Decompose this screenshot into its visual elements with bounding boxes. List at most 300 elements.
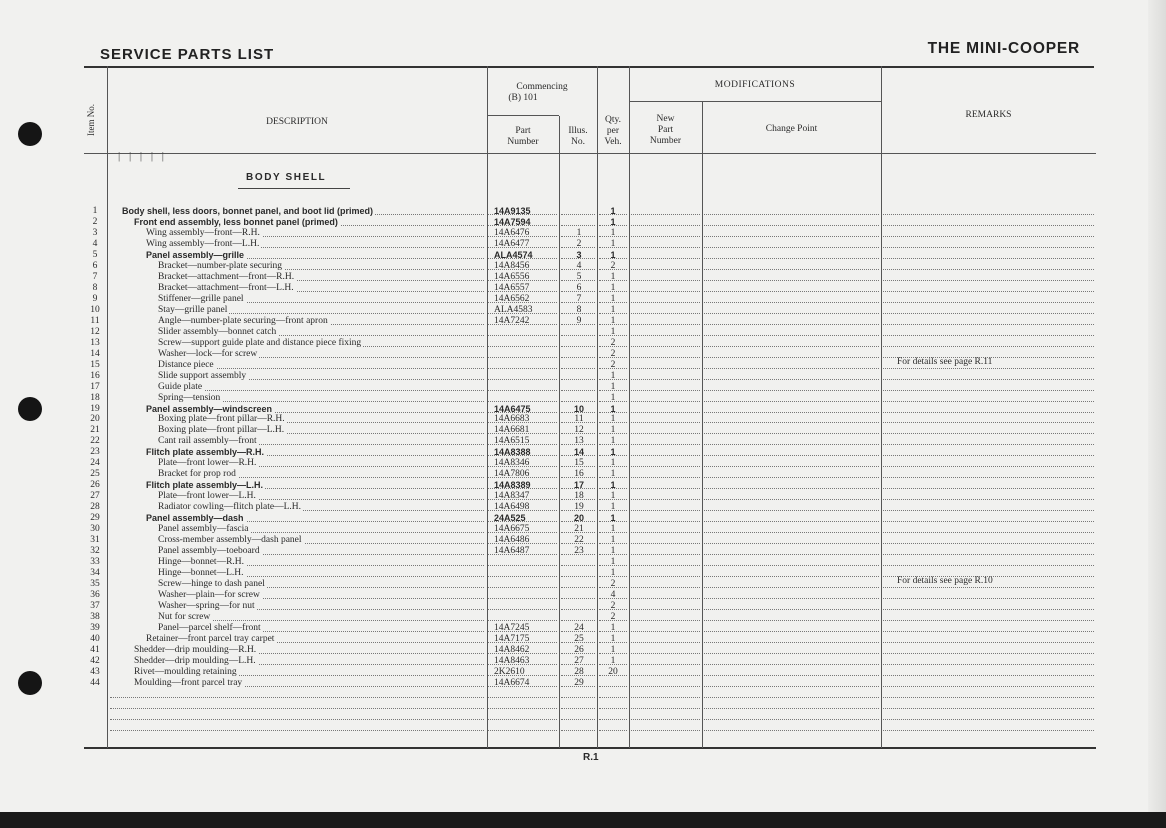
part-number: ALA4583 bbox=[494, 304, 533, 315]
blank-row bbox=[0, 689, 1166, 700]
ruling-line bbox=[631, 425, 700, 434]
ruling-line bbox=[704, 447, 879, 456]
quantity: 1 bbox=[610, 524, 616, 535]
quantity: 1 bbox=[610, 622, 616, 633]
part-description: Flitch plate assembly—L.H. bbox=[146, 480, 264, 491]
ruling-line bbox=[883, 689, 1094, 698]
description-cell bbox=[158, 469, 238, 480]
ruling-line bbox=[631, 436, 700, 445]
quantity: 1 bbox=[610, 447, 616, 458]
item-number: 26 bbox=[90, 480, 100, 491]
quantity: 1 bbox=[610, 633, 616, 644]
quantity: 1 bbox=[610, 403, 616, 414]
part-number: 14A6486 bbox=[494, 535, 530, 546]
ruling-line bbox=[631, 612, 700, 621]
ruling-line bbox=[561, 360, 595, 369]
part-number: 14A8389 bbox=[494, 480, 531, 491]
ruling-line bbox=[704, 535, 879, 544]
table-row bbox=[0, 656, 1166, 667]
description-cell bbox=[134, 645, 258, 656]
ruling-line bbox=[561, 349, 595, 358]
part-number: 14A6498 bbox=[494, 502, 530, 513]
item-number: 33 bbox=[90, 557, 100, 567]
item-number: 2 bbox=[92, 217, 98, 227]
remark-text: For details see page R.10 bbox=[897, 576, 993, 586]
ruling-line bbox=[561, 722, 595, 731]
table-row bbox=[0, 261, 1166, 272]
illus-number: 7 bbox=[576, 293, 582, 304]
description-cell bbox=[158, 436, 259, 447]
ruling-line bbox=[488, 360, 557, 369]
ruling-line bbox=[631, 623, 700, 632]
part-description: Distance piece bbox=[158, 359, 214, 370]
table-row bbox=[0, 535, 1166, 546]
ruling-line bbox=[883, 601, 1094, 610]
item-number: 42 bbox=[90, 655, 100, 666]
part-description: Bracket—attachment—front—R.H. bbox=[158, 271, 295, 282]
ruling-line bbox=[561, 557, 595, 566]
item-number: 14 bbox=[90, 348, 100, 359]
quantity: 1 bbox=[610, 249, 616, 260]
table-row bbox=[0, 678, 1166, 689]
ruling-line bbox=[704, 623, 879, 632]
part-description: Panel assembly—dash bbox=[146, 513, 244, 524]
description-cell bbox=[158, 261, 284, 272]
part-number: 14A7594 bbox=[494, 217, 531, 227]
ruling-line bbox=[631, 579, 700, 588]
part-number: 14A8347 bbox=[494, 491, 530, 502]
illus-number: 11 bbox=[574, 414, 584, 425]
ruling-line bbox=[883, 590, 1094, 599]
ruling-line bbox=[704, 678, 879, 687]
part-description: Flitch plate assembly—R.H. bbox=[146, 447, 265, 458]
table-row bbox=[0, 634, 1166, 645]
part-number: 14A8388 bbox=[494, 447, 531, 458]
part-description: Moulding—front parcel tray bbox=[134, 677, 243, 688]
part-description: Bracket for prop rod bbox=[158, 469, 236, 480]
item-number: 39 bbox=[90, 622, 100, 633]
part-description: Retainer—front parcel tray carpet bbox=[146, 633, 275, 644]
ruling-line bbox=[631, 689, 700, 698]
illus-number: 26 bbox=[574, 644, 584, 655]
illus-number: 13 bbox=[574, 436, 584, 447]
vehicle-title: THE MINI-COOPER bbox=[927, 40, 1080, 57]
ruling-line bbox=[561, 590, 595, 599]
quantity: 1 bbox=[610, 238, 616, 249]
illus-number: 24 bbox=[574, 622, 584, 633]
ruling-line bbox=[599, 700, 627, 709]
part-description: Cant rail assembly—front bbox=[158, 436, 257, 447]
ruling-line bbox=[599, 722, 627, 731]
qty-header: per bbox=[606, 126, 620, 136]
quantity: 1 bbox=[610, 502, 616, 513]
ruling-line bbox=[704, 458, 879, 467]
description-cell bbox=[158, 316, 330, 327]
item-number: 24 bbox=[90, 458, 100, 469]
part-number: 14A8346 bbox=[494, 458, 530, 469]
ruling-line bbox=[704, 634, 879, 643]
description-cell bbox=[158, 425, 286, 436]
ruling-line bbox=[883, 623, 1094, 632]
ruling-line bbox=[883, 283, 1094, 292]
table-row bbox=[0, 382, 1166, 393]
item-number: 5 bbox=[92, 249, 98, 260]
ruling-line bbox=[883, 634, 1094, 643]
table-row bbox=[0, 425, 1166, 436]
ruling-line bbox=[561, 711, 595, 720]
illus-number: 12 bbox=[574, 425, 584, 436]
table-row bbox=[0, 623, 1166, 634]
ruling-line bbox=[488, 393, 557, 402]
part-number: 14A7175 bbox=[494, 633, 530, 644]
table-row bbox=[0, 283, 1166, 294]
ruling-line bbox=[883, 217, 1094, 226]
ruling-line bbox=[561, 612, 595, 621]
page-number: R.1 bbox=[583, 752, 599, 763]
illus-number: 28 bbox=[574, 666, 584, 677]
table-row bbox=[0, 272, 1166, 283]
ruling-line bbox=[883, 447, 1094, 456]
ruling-line bbox=[883, 250, 1094, 259]
ruling-line bbox=[631, 546, 700, 555]
ruling-line bbox=[704, 568, 879, 577]
illus-number: 3 bbox=[576, 249, 582, 260]
quantity: 2 bbox=[610, 260, 616, 271]
illus-number: 8 bbox=[576, 304, 582, 315]
quantity: 1 bbox=[610, 381, 616, 392]
item-no-header: Item No. bbox=[86, 104, 96, 136]
item-number: 25 bbox=[90, 469, 100, 480]
item-number: 36 bbox=[90, 590, 100, 600]
ruling-line bbox=[704, 502, 879, 511]
illus-number: 14 bbox=[573, 447, 584, 458]
item-number: 19 bbox=[90, 403, 100, 414]
ruling-line bbox=[704, 601, 879, 610]
ruling-line bbox=[631, 458, 700, 467]
ruling-line bbox=[883, 645, 1094, 654]
description-cell bbox=[158, 535, 304, 546]
ruling-line bbox=[561, 700, 595, 709]
ruling-line bbox=[704, 513, 879, 522]
part-number: 14A6675 bbox=[494, 524, 530, 535]
item-number: 18 bbox=[90, 392, 100, 403]
ruling-line bbox=[883, 414, 1094, 423]
ruling-line bbox=[883, 700, 1094, 709]
part-number: 24A525 bbox=[494, 513, 526, 524]
ruling-line bbox=[704, 524, 879, 533]
part-number: 14A6681 bbox=[494, 425, 530, 436]
illus-number: 20 bbox=[573, 513, 584, 524]
ruling-line bbox=[704, 404, 879, 413]
ruling-line bbox=[488, 601, 557, 610]
blank-row bbox=[0, 700, 1166, 711]
ruling-line bbox=[704, 590, 879, 599]
ruling-line bbox=[704, 393, 879, 402]
part-number: 14A6674 bbox=[494, 677, 530, 688]
table-row bbox=[0, 228, 1166, 239]
ruling-line bbox=[488, 612, 557, 621]
item-number: 41 bbox=[90, 644, 100, 655]
part-description: Cross-member assembly—dash panel bbox=[158, 535, 302, 546]
item-number: 16 bbox=[90, 370, 100, 381]
document-title: SERVICE PARTS LIST bbox=[100, 46, 275, 63]
table-row bbox=[0, 414, 1166, 425]
ruling-line bbox=[488, 579, 557, 588]
ruling-line bbox=[631, 371, 700, 380]
ruling-line bbox=[110, 711, 484, 720]
ruling-line bbox=[883, 524, 1094, 533]
table-row bbox=[0, 338, 1166, 349]
ruling-line bbox=[599, 678, 627, 687]
ruling-line bbox=[599, 711, 627, 720]
ruling-line bbox=[631, 535, 700, 544]
table-row bbox=[0, 524, 1166, 535]
part-description: Shedder—drip moulding—L.H. bbox=[134, 655, 256, 666]
part-description: Stay—grille panel bbox=[158, 304, 228, 315]
ruling-line bbox=[631, 272, 700, 281]
ruling-line bbox=[488, 382, 557, 391]
commencing-sub-header: (B) 101 bbox=[508, 93, 538, 103]
ruling-line bbox=[883, 261, 1094, 270]
item-number: 20 bbox=[90, 414, 100, 425]
ruling-line bbox=[883, 612, 1094, 621]
new-part-header: Part bbox=[657, 125, 674, 135]
ruling-line bbox=[704, 239, 879, 248]
ruling-line bbox=[883, 722, 1094, 731]
ruling-line bbox=[704, 656, 879, 665]
description-cell bbox=[158, 601, 257, 612]
quantity: 1 bbox=[610, 535, 616, 546]
ruling-line bbox=[704, 261, 879, 270]
ruling-line bbox=[883, 546, 1094, 555]
ruling-line bbox=[110, 700, 484, 709]
ruling-line bbox=[631, 711, 700, 720]
ruling-line bbox=[883, 393, 1094, 402]
part-description: Wing assembly—front—L.H. bbox=[146, 238, 260, 249]
ruling-line bbox=[631, 700, 700, 709]
ruling-line bbox=[704, 711, 879, 720]
description-cell bbox=[158, 272, 296, 283]
part-description: Hinge—bonnet—R.H. bbox=[158, 557, 245, 567]
part-description: Body shell, less doors, bonnet panel, and boot lid (primed) bbox=[122, 206, 374, 216]
section-ticks: | | | | | bbox=[118, 150, 168, 162]
quantity: 1 bbox=[610, 513, 616, 524]
section-title: BODY SHELL bbox=[246, 172, 327, 183]
ruling-line bbox=[631, 513, 700, 522]
ruling-line bbox=[883, 294, 1094, 303]
ruling-line bbox=[704, 689, 879, 698]
quantity: 2 bbox=[610, 600, 616, 611]
table-row bbox=[0, 491, 1166, 502]
table-row bbox=[0, 546, 1166, 557]
part-description: Stiffener—grille panel bbox=[158, 293, 244, 304]
part-description: Boxing plate—front pillar—R.H. bbox=[158, 414, 285, 425]
ruling-line bbox=[561, 327, 595, 336]
description-cell bbox=[158, 458, 258, 469]
ruling-line bbox=[631, 414, 700, 423]
ruling-line bbox=[561, 338, 595, 347]
table-row bbox=[0, 645, 1166, 656]
item-number: 28 bbox=[90, 502, 100, 513]
ruling-line bbox=[631, 469, 700, 478]
part-description: Boxing plate—front pillar—L.H. bbox=[158, 425, 285, 436]
illus-number: 27 bbox=[574, 655, 584, 666]
commencing-header: Commencing bbox=[516, 82, 568, 92]
ruling-line bbox=[631, 382, 700, 391]
part-description: Hinge—bonnet—L.H. bbox=[158, 568, 244, 578]
part-number: ALA4574 bbox=[494, 249, 533, 260]
quantity: 1 bbox=[610, 315, 616, 326]
illus-number: 16 bbox=[574, 469, 584, 480]
quantity: 1 bbox=[610, 217, 616, 227]
part-description: Slide support assembly bbox=[158, 370, 247, 381]
item-number: 29 bbox=[90, 513, 100, 524]
ruling-line bbox=[561, 579, 595, 588]
ruling-line bbox=[561, 689, 595, 698]
quantity: 1 bbox=[610, 304, 616, 315]
part-description: Angle—number-plate securing—front apron bbox=[158, 315, 328, 326]
description-header: DESCRIPTION bbox=[266, 117, 328, 127]
ruling-line bbox=[561, 206, 595, 215]
item-number: 40 bbox=[90, 633, 100, 644]
ruling-line bbox=[883, 371, 1094, 380]
part-description: Panel assembly—fascia bbox=[158, 524, 249, 535]
item-number: 34 bbox=[90, 568, 100, 578]
ruling-line bbox=[631, 283, 700, 292]
ruling-line bbox=[704, 305, 879, 314]
ruling-line bbox=[631, 667, 700, 676]
table-row bbox=[0, 469, 1166, 480]
part-number: 14A9135 bbox=[494, 206, 531, 216]
ruling-line bbox=[883, 458, 1094, 467]
quantity: 1 bbox=[610, 546, 616, 557]
description-cell bbox=[158, 294, 246, 305]
ruling-line bbox=[599, 689, 627, 698]
description-cell bbox=[158, 305, 229, 316]
table-row bbox=[0, 327, 1166, 338]
table-row bbox=[0, 294, 1166, 305]
part-description: Washer—plain—for screw bbox=[158, 590, 260, 600]
ruling-line bbox=[704, 206, 879, 215]
part-description: Slider assembly—bonnet catch bbox=[158, 326, 277, 337]
ruling-line bbox=[631, 656, 700, 665]
quantity: 1 bbox=[610, 491, 616, 502]
ruling-line bbox=[704, 327, 879, 336]
part-description: Screw—hinge to dash panel bbox=[158, 579, 265, 589]
illus-number: 9 bbox=[576, 315, 582, 326]
ruling-line bbox=[883, 305, 1094, 314]
illus-number: 25 bbox=[574, 633, 584, 644]
ruling-line bbox=[704, 349, 879, 358]
ruling-line bbox=[704, 228, 879, 237]
part-number: 14A6683 bbox=[494, 414, 530, 425]
quantity: 4 bbox=[610, 590, 616, 600]
description-cell bbox=[158, 590, 262, 601]
ruling-line bbox=[704, 480, 879, 489]
quantity: 1 bbox=[610, 480, 616, 491]
illus-number: 10 bbox=[573, 403, 584, 414]
ruling-line bbox=[704, 612, 879, 621]
table-row bbox=[0, 316, 1166, 327]
table-row bbox=[0, 239, 1166, 250]
part-description: Panel assembly—windscreen bbox=[146, 403, 273, 414]
table-row bbox=[0, 447, 1166, 458]
quantity: 1 bbox=[610, 206, 616, 216]
description-cell bbox=[134, 678, 244, 689]
ruling-line bbox=[631, 645, 700, 654]
ruling-line bbox=[883, 327, 1094, 336]
part-number: 14A7242 bbox=[494, 315, 530, 326]
ruling-line bbox=[631, 305, 700, 314]
ruling-line bbox=[704, 338, 879, 347]
illus-number: 19 bbox=[574, 502, 584, 513]
item-number: 43 bbox=[90, 666, 100, 677]
new-part-header: Number bbox=[649, 136, 682, 146]
ruling-line bbox=[631, 228, 700, 237]
part-number: 14A7245 bbox=[494, 622, 530, 633]
ruling-line bbox=[883, 469, 1094, 478]
ruling-line bbox=[561, 217, 595, 226]
description-cell bbox=[158, 360, 216, 371]
table-row bbox=[0, 480, 1166, 491]
part-description: Rivet—moulding retaining bbox=[134, 666, 237, 677]
ruling-line bbox=[704, 382, 879, 391]
illus-number: 4 bbox=[576, 260, 582, 271]
item-number: 6 bbox=[92, 260, 98, 271]
part-description: Washer—lock—for screw bbox=[158, 348, 258, 359]
ruling-line bbox=[488, 711, 557, 720]
qty-header: Veh. bbox=[604, 137, 622, 147]
ruling-line bbox=[631, 294, 700, 303]
item-number: 37 bbox=[90, 600, 100, 611]
ruling-line bbox=[883, 425, 1094, 434]
illus-number: 6 bbox=[576, 282, 582, 293]
item-number: 30 bbox=[90, 524, 100, 535]
ruling-line bbox=[704, 360, 879, 369]
description-cell bbox=[146, 228, 262, 239]
table-row bbox=[0, 404, 1166, 415]
description-cell bbox=[158, 568, 246, 579]
item-number: 1 bbox=[92, 206, 98, 216]
ruling-line bbox=[631, 447, 700, 456]
quantity: 1 bbox=[610, 414, 616, 425]
item-number: 31 bbox=[90, 535, 100, 546]
illus-number: 21 bbox=[574, 524, 584, 535]
ruling-line bbox=[631, 491, 700, 500]
illus-number: 5 bbox=[576, 271, 582, 282]
part-number: 14A6515 bbox=[494, 436, 530, 447]
ruling-line bbox=[883, 272, 1094, 281]
ruling-line bbox=[704, 546, 879, 555]
ruling-line bbox=[704, 294, 879, 303]
ruling-line bbox=[704, 436, 879, 445]
ruling-line bbox=[110, 689, 484, 698]
item-number: 9 bbox=[92, 293, 98, 304]
ruling-line bbox=[883, 316, 1094, 325]
ruling-line bbox=[631, 261, 700, 270]
part-number: 2K2610 bbox=[494, 666, 525, 677]
description-cell bbox=[158, 327, 278, 338]
item-number: 35 bbox=[90, 579, 100, 589]
table-row bbox=[0, 458, 1166, 469]
table-row bbox=[0, 436, 1166, 447]
description-cell bbox=[158, 393, 222, 404]
table-row bbox=[0, 667, 1166, 678]
illus-header: Illus. bbox=[568, 126, 588, 136]
ruling-line bbox=[883, 678, 1094, 687]
ruling-line bbox=[883, 502, 1094, 511]
description-cell bbox=[158, 414, 287, 425]
